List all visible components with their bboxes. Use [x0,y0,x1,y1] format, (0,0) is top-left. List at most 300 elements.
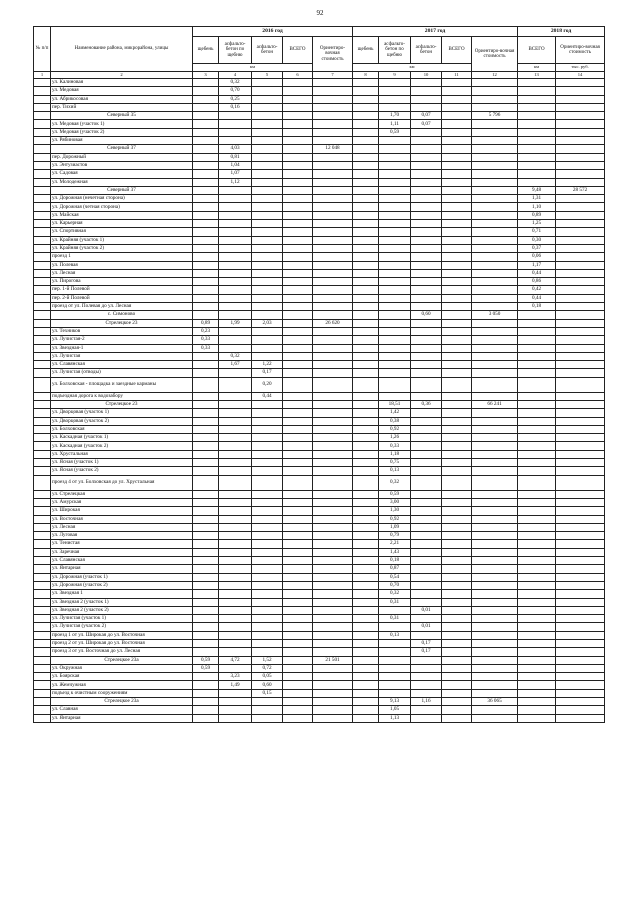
cell-asphalt-2017 [411,87,442,95]
cell-asphalt-2016 [252,153,283,161]
cell-total-2018 [518,153,556,161]
cell-asphalt-2016 [252,623,283,631]
cell-asphalt-2017 [411,459,442,467]
cell-total-2016 [283,507,313,515]
row-number-cell [34,467,51,475]
cell-total-2018 [518,681,556,689]
cell-cost-2016 [313,507,353,515]
cell-cost-2018 [556,498,605,506]
cell-asphalt-2017 [411,236,442,244]
cell-asphalt-gravel-2016 [219,286,252,294]
cell-cost-2017 [472,673,518,681]
cell-asphalt-2016 [252,112,283,120]
cell-gravel-2017 [353,532,379,540]
cell-cost-2017 [472,228,518,236]
cell-asphalt-gravel-2016: 4,72 [219,656,252,664]
cell-cost-2016 [313,377,353,392]
cell-cost-2017 [472,145,518,153]
row-number-cell [34,244,51,252]
cell-gravel-2016 [193,417,219,425]
cell-asphalt-gravel-2016 [219,565,252,573]
cell-asphalt-gravel-2017: 0,75 [379,459,411,467]
cell-cost-2017 [472,450,518,458]
table-row [34,417,605,425]
column-number: 7 [313,72,353,79]
row-number-cell [34,417,51,425]
cell-total-2018 [518,573,556,581]
cell-cost-2018 [556,79,605,87]
cell-asphalt-gravel-2016: 0,70 [219,87,252,95]
cell-total-2016 [283,87,313,95]
cell-total-2018: 0,44 [518,269,556,277]
cell-total-2017 [442,490,472,498]
cell-asphalt-2017 [411,689,442,697]
cell-cost-2017 [472,161,518,169]
street-name: ул. Техников [51,327,193,335]
cell-cost-2016 [313,261,353,269]
cell-cost-2017 [472,369,518,377]
cell-gravel-2017 [353,681,379,689]
cell-cost-2018 [556,417,605,425]
cell-total-2018 [518,95,556,103]
cell-asphalt-gravel-2016 [219,303,252,311]
cell-gravel-2017 [353,377,379,392]
street-name: ул. Молодежная [51,178,193,186]
cell-asphalt-2017 [411,532,442,540]
cell-total-2016 [283,673,313,681]
cell-gravel-2016 [193,409,219,417]
cell-total-2018 [518,523,556,531]
cell-asphalt-gravel-2016 [219,459,252,467]
row-number-cell [34,706,51,714]
street-name: ул. Медовая [51,87,193,95]
cell-total-2016 [283,540,313,548]
table-row [34,442,605,450]
cell-cost-2018 [556,615,605,623]
cell-cost-2018 [556,120,605,128]
cell-cost-2018 [556,515,605,523]
cell-gravel-2016 [193,615,219,623]
cell-total-2016 [283,103,313,111]
section-name: Стрелецкое 23а [51,698,193,706]
cell-gravel-2016 [193,269,219,277]
cell-asphalt-gravel-2017 [379,623,411,631]
cell-asphalt-2016 [252,195,283,203]
cell-asphalt-gravel-2016 [219,523,252,531]
table-row [34,79,605,87]
cell-total-2016 [283,490,313,498]
cell-total-2018 [518,400,556,408]
row-number-cell [34,664,51,672]
section-name: Стрелецкое 23 [51,319,193,327]
cell-asphalt-2016 [252,507,283,515]
row-number-cell [34,336,51,344]
header-asphalt-gravel-2016: асфальто-бетон по щебню [219,37,252,64]
cell-asphalt-gravel-2017 [379,87,411,95]
cell-asphalt-gravel-2016: 3,23 [219,673,252,681]
cell-total-2018 [518,689,556,697]
cell-cost-2018 [556,95,605,103]
cell-cost-2017 [472,631,518,639]
cell-asphalt-2016 [252,294,283,302]
cell-asphalt-gravel-2017: 0,13 [379,631,411,639]
cell-cost-2017 [472,581,518,589]
street-name: ул. Тенистая [51,540,193,548]
cell-asphalt-2017 [411,170,442,178]
cell-cost-2018 [556,450,605,458]
cell-total-2018 [518,673,556,681]
street-name: подъездная дорога к водозабору [51,392,193,400]
cell-asphalt-gravel-2016 [219,515,252,523]
cell-asphalt-2017 [411,344,442,352]
cell-gravel-2017 [353,319,379,327]
cell-total-2017 [442,269,472,277]
cell-cost-2017 [472,170,518,178]
cell-asphalt-gravel-2017: 0,18 [379,557,411,565]
street-name: ул. Широкая [51,507,193,515]
cell-gravel-2017 [353,450,379,458]
cell-cost-2017 [472,303,518,311]
row-number-cell [34,673,51,681]
row-number-cell [34,344,51,352]
cell-asphalt-2016 [252,417,283,425]
cell-gravel-2017 [353,369,379,377]
cell-asphalt-2017 [411,220,442,228]
cell-gravel-2016 [193,681,219,689]
cell-gravel-2017 [353,261,379,269]
table-row [34,664,605,672]
cell-cost-2016 [313,161,353,169]
cell-gravel-2016 [193,128,219,136]
cell-total-2016 [283,186,313,194]
cell-total-2016 [283,112,313,120]
cell-asphalt-2017: 0,60 [411,311,442,319]
header-cost-2018: Ориентиро-вочная стоимость [556,37,605,64]
cell-cost-2017 [472,467,518,475]
cell-cost-2018 [556,137,605,145]
cell-cost-2018 [556,178,605,186]
cell-cost-2017 [472,361,518,369]
cell-asphalt-gravel-2017: 0,54 [379,573,411,581]
cell-gravel-2016 [193,631,219,639]
cell-asphalt-2016 [252,540,283,548]
cell-asphalt-2016 [252,409,283,417]
cell-asphalt-gravel-2016 [219,186,252,194]
cell-asphalt-gravel-2016 [219,648,252,656]
cell-cost-2017 [472,565,518,573]
cell-asphalt-2016 [252,128,283,136]
cell-cost-2018 [556,475,605,490]
cell-total-2018: 1,17 [518,261,556,269]
cell-gravel-2017 [353,400,379,408]
cell-asphalt-gravel-2016 [219,211,252,219]
cell-total-2017 [442,523,472,531]
cell-gravel-2017 [353,490,379,498]
cell-total-2016 [283,178,313,186]
header-year-2016: 2016 год [193,27,353,37]
cell-cost-2016 [313,623,353,631]
cell-asphalt-2017 [411,442,442,450]
header-unit-rub-2018: тыс. руб. [556,64,605,72]
cell-asphalt-gravel-2016: 0,81 [219,153,252,161]
cell-asphalt-2016: 0,44 [252,392,283,400]
cell-cost-2017: 66 241 [472,400,518,408]
cell-asphalt-2017 [411,128,442,136]
cell-cost-2018 [556,648,605,656]
cell-asphalt-2017 [411,336,442,344]
street-name: ул. Жемчужная [51,681,193,689]
cell-cost-2016 [313,664,353,672]
cell-gravel-2016: 0,23 [193,327,219,335]
cell-cost-2017 [472,377,518,392]
cell-total-2017 [442,344,472,352]
header-total-2016: ВСЕГО [283,37,313,64]
cell-total-2018 [518,598,556,606]
cell-cost-2018 [556,195,605,203]
street-name: ул. Лесная [51,523,193,531]
row-number-cell [34,507,51,515]
cell-total-2016 [283,623,313,631]
cell-total-2016 [283,434,313,442]
cell-total-2017 [442,590,472,598]
row-number-cell [34,459,51,467]
cell-asphalt-2017 [411,327,442,335]
cell-total-2017 [442,294,472,302]
cell-asphalt-2016 [252,698,283,706]
cell-total-2018 [518,112,556,120]
cell-asphalt-2017 [411,161,442,169]
cell-cost-2018 [556,145,605,153]
cell-asphalt-2016 [252,170,283,178]
cell-asphalt-2017 [411,137,442,145]
street-name: проезд от ул. Полевая до ул. Лесная [51,303,193,311]
cell-total-2016 [283,361,313,369]
cell-asphalt-gravel-2017: 2,21 [379,540,411,548]
cell-gravel-2016 [193,236,219,244]
cell-cost-2018 [556,112,605,120]
cell-total-2017 [442,361,472,369]
cell-cost-2018 [556,606,605,614]
column-number: 8 [353,72,379,79]
street-name: ул. Стрелецкая [51,490,193,498]
cell-cost-2018 [556,377,605,392]
cell-gravel-2017 [353,161,379,169]
table-row [34,689,605,697]
cell-asphalt-gravel-2016 [219,714,252,722]
cell-asphalt-gravel-2016 [219,434,252,442]
cell-cost-2018 [556,392,605,400]
cell-gravel-2017 [353,714,379,722]
row-number-cell [34,261,51,269]
cell-gravel-2016 [193,377,219,392]
cell-cost-2018 [556,573,605,581]
cell-cost-2017 [472,459,518,467]
table-row [34,681,605,689]
cell-asphalt-2016 [252,498,283,506]
section-name: Северный 37 [51,145,193,153]
row-number-cell [34,631,51,639]
cell-asphalt-gravel-2016 [219,598,252,606]
table-row [34,557,605,565]
cell-asphalt-2017 [411,573,442,581]
cell-asphalt-2017 [411,490,442,498]
cell-cost-2016 [313,220,353,228]
cell-total-2016 [283,128,313,136]
cell-cost-2016 [313,573,353,581]
row-number-cell [34,581,51,589]
table-row [34,425,605,433]
cell-gravel-2016 [193,548,219,556]
cell-gravel-2016 [193,261,219,269]
cell-gravel-2017 [353,615,379,623]
cell-cost-2016 [313,648,353,656]
cell-total-2017 [442,442,472,450]
cell-total-2018 [518,532,556,540]
cell-gravel-2017 [353,186,379,194]
cell-gravel-2017 [353,211,379,219]
cell-gravel-2017 [353,178,379,186]
cell-total-2018 [518,442,556,450]
cell-cost-2016 [313,327,353,335]
cell-cost-2018 [556,640,605,648]
cell-total-2018: 1,31 [518,195,556,203]
cell-gravel-2016 [193,623,219,631]
cell-cost-2016 [313,244,353,252]
cell-total-2017 [442,128,472,136]
cell-gravel-2017 [353,87,379,95]
cell-gravel-2016: 0,33 [193,344,219,352]
cell-cost-2018 [556,540,605,548]
table-row [34,434,605,442]
table-row [34,228,605,236]
street-name: проезд 1 от ул. Широкая до ул. Восточная [51,631,193,639]
cell-cost-2016 [313,186,353,194]
cell-total-2016 [283,515,313,523]
cell-cost-2017 [472,714,518,722]
header-unit-km-2017: км [353,64,472,72]
cell-asphalt-gravel-2017 [379,392,411,400]
cell-cost-2016 [313,170,353,178]
cell-total-2018 [518,450,556,458]
cell-total-2018 [518,79,556,87]
cell-asphalt-gravel-2016 [219,278,252,286]
street-name: ул. Славянская [51,557,193,565]
cell-total-2016 [283,573,313,581]
cell-asphalt-gravel-2016 [219,532,252,540]
cell-cost-2018 [556,327,605,335]
cell-cost-2017 [472,507,518,515]
cell-cost-2016 [313,640,353,648]
cell-asphalt-2017 [411,203,442,211]
cell-total-2016 [283,590,313,598]
cell-gravel-2017 [353,590,379,598]
section-name: Северный 35 [51,112,193,120]
table-row [34,490,605,498]
cell-gravel-2017 [353,153,379,161]
cell-asphalt-gravel-2017: 1,26 [379,434,411,442]
cell-gravel-2016 [193,170,219,178]
cell-asphalt-2017 [411,631,442,639]
cell-asphalt-2016 [252,581,283,589]
street-name: проезд 2 от ул. Широкая до ул. Восточная [51,640,193,648]
row-number-cell [34,228,51,236]
cell-gravel-2017 [353,573,379,581]
cell-total-2016 [283,244,313,252]
cell-cost-2018 [556,228,605,236]
cell-cost-2018 [556,344,605,352]
cell-asphalt-2017 [411,294,442,302]
cell-asphalt-2017 [411,186,442,194]
cell-total-2018 [518,459,556,467]
street-name: проезд 4 от ул. Болховская до ул. Хрустальная [51,475,193,490]
cell-gravel-2017 [353,145,379,153]
table-row [34,507,605,515]
cell-gravel-2017 [353,434,379,442]
cell-cost-2017 [472,590,518,598]
cell-asphalt-2017 [411,211,442,219]
cell-cost-2018 [556,153,605,161]
cell-total-2018 [518,606,556,614]
table-row [34,269,605,277]
cell-total-2016 [283,648,313,656]
cell-total-2018 [518,128,556,136]
header-gravel-2017: щебень [353,37,379,64]
cell-gravel-2016 [193,311,219,319]
cell-asphalt-gravel-2016: 0,25 [219,95,252,103]
street-name: ул. Ясная (участок 2) [51,467,193,475]
header-total-2017: ВСЕГО [442,37,472,64]
cell-total-2018 [518,311,556,319]
street-name: ул. Восточная [51,515,193,523]
cell-gravel-2016 [193,467,219,475]
cell-asphalt-2016 [252,352,283,360]
cell-cost-2017 [472,269,518,277]
street-name: ул. Янтарная [51,714,193,722]
cell-asphalt-gravel-2017: 1,70 [379,112,411,120]
table-row [34,515,605,523]
cell-gravel-2016 [193,557,219,565]
cell-asphalt-2017 [411,557,442,565]
cell-asphalt-2017 [411,673,442,681]
cell-total-2018 [518,103,556,111]
cell-cost-2018 [556,673,605,681]
cell-cost-2017 [472,178,518,186]
cell-total-2017 [442,303,472,311]
cell-total-2017 [442,203,472,211]
cell-total-2017 [442,161,472,169]
street-name: ул. Медовая (участок 2) [51,128,193,136]
cell-gravel-2016 [193,211,219,219]
table-row [34,211,605,219]
cell-cost-2018 [556,236,605,244]
cell-cost-2017 [472,244,518,252]
cell-total-2017 [442,244,472,252]
cell-total-2018 [518,120,556,128]
section-row [34,698,605,706]
table-row [34,352,605,360]
cell-total-2018 [518,161,556,169]
cell-total-2018: 0,71 [518,228,556,236]
cell-cost-2018 [556,565,605,573]
street-name: ул. Лесная [51,269,193,277]
header-cost-2017: Ориентиро-вочная стоимость [472,37,518,72]
cell-asphalt-gravel-2016 [219,400,252,408]
cell-asphalt-2016 [252,442,283,450]
row-number-cell [34,303,51,311]
cell-total-2016 [283,557,313,565]
row-number-cell [34,145,51,153]
cell-total-2016 [283,137,313,145]
